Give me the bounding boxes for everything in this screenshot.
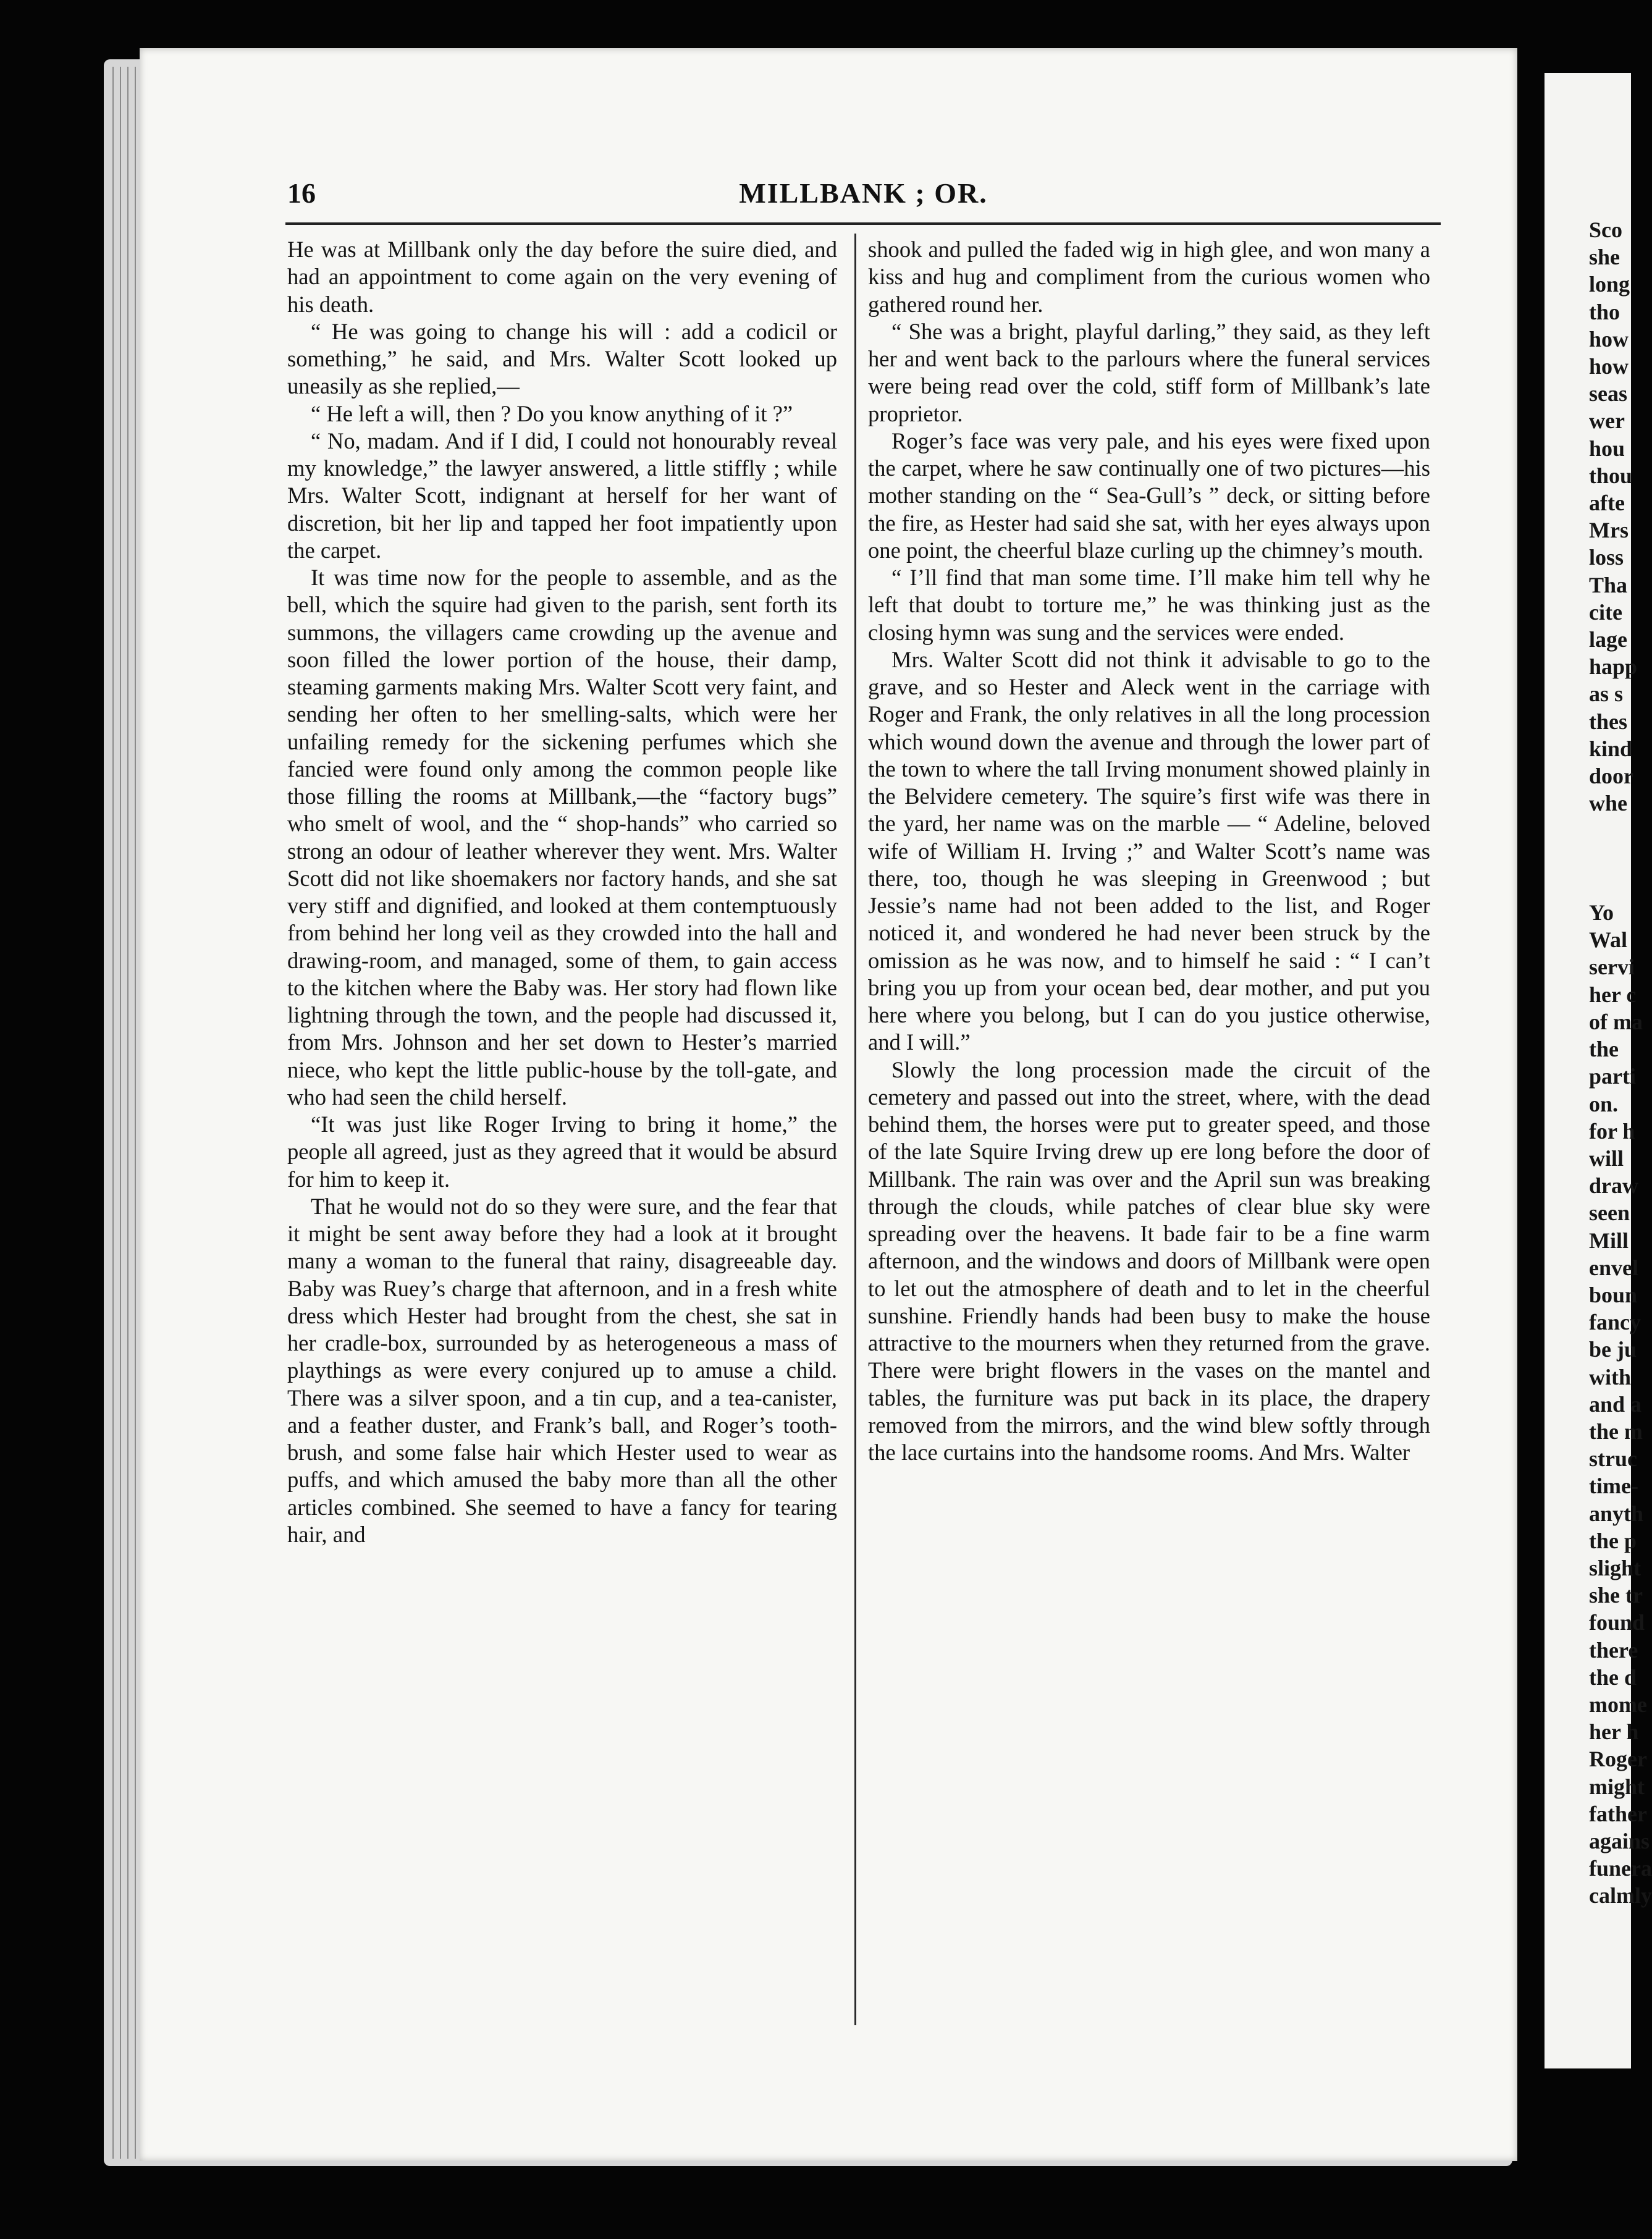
facing-page-fragment: how xyxy=(1589,354,1629,379)
paragraph: shook and pulled the faded wig in high glee, and won many a kiss and hug and compliment from the curious women who gathered round her. xyxy=(868,237,1430,317)
facing-page-fragment: hou xyxy=(1589,436,1625,461)
facing-page-fragment: boun xyxy=(1589,1282,1638,1307)
page-header xyxy=(287,172,1439,215)
paragraph: “It was just like Roger Irving to bring it home,” the people all agreed, just as they agreed that it would be absurd for him to keep it. xyxy=(287,1111,837,1192)
facing-page-fragment: envel xyxy=(1589,1255,1638,1280)
facing-page-fragment: anyth xyxy=(1589,1501,1644,1526)
paragraph: “ She was a bright, playful darling,” they said, as they left her and went back to the parlours where the funeral services were being read over the cold, stiff form of Millbank’s late proprietor. xyxy=(868,318,1430,426)
right-column xyxy=(868,236,1430,1466)
facing-page-fragment: Roger xyxy=(1589,1747,1647,1772)
facing-page-fragment: be ju xyxy=(1589,1337,1637,1362)
column-divider xyxy=(854,234,856,2025)
facing-page-fragment: funera xyxy=(1589,1856,1652,1881)
facing-page-fragment: Tha xyxy=(1589,572,1628,597)
facing-page-fragment: draw xyxy=(1589,1173,1638,1199)
facing-page-fragment: she tr xyxy=(1589,1583,1643,1608)
facing-page-fragment: father xyxy=(1589,1801,1647,1826)
facing-page-fragment: struc xyxy=(1589,1446,1637,1472)
facing-page-fragment: whe xyxy=(1589,791,1627,816)
facing-page-fragment: as s xyxy=(1589,681,1624,707)
facing-page-fragment: the m xyxy=(1589,1419,1643,1444)
facing-page-fragment: agains xyxy=(1589,1828,1650,1853)
paragraph: “ He was going to change his will : add a codicil or something,” he said, and Mrs. Walter Scott looked up uneasily as she replied,— xyxy=(287,318,837,399)
facing-page-fragment xyxy=(1545,845,1631,872)
facing-page-fragment: Yo xyxy=(1589,900,1614,926)
facing-page-fragment xyxy=(1545,872,1631,899)
facing-page-fragment: seen xyxy=(1589,1200,1630,1226)
paragraph: It was time now for the people to assemble, and as the bell, which the squire had given to the parish, sent forth its summons, the villagers came crowding up the avenue and soon filled the lower portion of the house, their damp, steaming garments making Mrs. Walter Scott very faint, and sending her often to her smelling-salts, which were her unfailing remedy for the sickening perfumes which she fancied were found only among the common people like those filling the rooms at Millbank,—the “factory bugs” who smelt of wool, and the “ shop-hands” who carried so strong an odour of leather wherever they went. Mrs. Walter Scott did not like shoemakers nor factory hands, and she sat very stiff and dignified, and looked at them contemptuously from behind her long veil as they crowded into the hall and drawing-room, and managed, some of them, to gain access to the kitchen where the Baby was. Her story had flown like lightning through the town, and the people had discussed it, from Mrs. Johnson and her set down to Hester’s married niece, who kept the little public-house by the toll-gate, and who had seen the child herself. xyxy=(287,565,837,1110)
paragraph: That he would not do so they were sure, and the fear that it might be sent away before they had a look at it brought many a woman to the funeral that rainy, disagreeable day. Baby was Ruey’s charge that afternoon, and in a fresh white dress which Hester had brought from the chest, she sat in her cradle-box, surrounded by as heterogeneous a mass of playthings as were every conjured up to amuse a child. There was a silver spoon, and a tin cup, and a tea-canister, and a feather duster, and Frank’s ball, and Roger’s tooth-brush, and some false hair which Hester used to wear as puffs, and which amused the baby more than all the other articles combined. She seemed to have a fancy for tearing hair, and xyxy=(287,1193,837,1547)
facing-page-fragment: the xyxy=(1589,1037,1619,1062)
facing-page-fragment: long xyxy=(1589,272,1630,297)
running-head: MILLBANK ; OR. xyxy=(739,177,988,209)
facing-page-fragment: how xyxy=(1589,326,1629,352)
facing-page-fragment: afte xyxy=(1589,491,1625,516)
facing-page-fragment: Mrs xyxy=(1589,518,1629,543)
facing-page-fragment: Wal xyxy=(1589,927,1628,953)
page-number: 16 xyxy=(287,177,316,209)
facing-page-fragment: Mill xyxy=(1589,1228,1629,1253)
paragraph: “ No, madam. And if I did, I could not honourably reveal my knowledge,” the lawyer answered, a little stiffly ; while Mrs. Walter Scott, indignant at herself for her want of discretion, bit her lip and tapped her foot impatiently upon the carpet. xyxy=(287,428,837,563)
paragraph: “ He left a will, then ? Do you know anything of it ?” xyxy=(311,400,793,426)
facing-page-fragment: of ma xyxy=(1589,1009,1643,1034)
facing-page-fragment: loss xyxy=(1589,545,1624,570)
facing-page-fragment: on. xyxy=(1589,1091,1619,1116)
facing-page-edge xyxy=(1545,73,1652,2068)
facing-page-fragment: slight xyxy=(1589,1555,1641,1580)
facing-page-fragment: mome xyxy=(1589,1692,1647,1717)
facing-page-fragment: servi xyxy=(1589,955,1635,980)
facing-page-fragment: wer xyxy=(1589,408,1625,434)
facing-page-fragment: and a xyxy=(1589,1391,1642,1417)
paragraph: Mrs. Walter Scott did not think it advisable to go to the grave, and so Hester and Aleck went in the carriage with Roger and Frank, the only relatives in all the long procession which wound down the avenue and through the lower part of the town to where the tall Irving monument showed plainly in the Belvidere cemetery. The squire’s first wife was there in the yard, her name was on the marble — “ Adeline, beloved wife of William H. Irving ;” and Walter Scott’s name was there, too, though he was sleeping in Greenwood ; but Jessie’s name had not been added to the list, and Roger noticed it, and wondered he had never been struck by the omission as he was now, and to himself he said : “ I can’t bring you up from your ocean bed, dear mother, and put you here where you belong, but I can do you justice otherwise, and I will.” xyxy=(868,646,1430,1055)
facing-page-fragment: fancy xyxy=(1589,1310,1641,1335)
paragraph: Roger’s face was very pale, and his eyes were fixed upon the carpet, where he saw continually one of two pictures—his mother standing on the “ Sea-Gull’s ” deck, or sitting before the fire, as Hester had said she sat, with her eyes always upon one point, the cheerful blaze curling up the chimney’s mouth. xyxy=(868,428,1430,563)
facing-page-fragment: there xyxy=(1589,1637,1638,1663)
facing-page-fragment: cite xyxy=(1589,599,1622,625)
paragraph: Slowly the long procession made the circuit of the cemetery and passed out into the street, where, with the dead behind them, the horses were put to greater speed, and those of the late Squire Irving drew up ere long before the door of Millbank. The rain was over and the April sun was breaking through the clouds, while patches of clear blue sky were spreading over the heavens. It bade fair to be a fine warm afternoon, and the windows and doors of Millbank were open to let out the atmosphere of death and to let in the cheerful sunshine. Friendly hands had been busy to make the house attractive to the mourners when they returned from the grave. There were bright flowers in the vases on the mantel and tables, the furniture was put back in its place, the drapery removed from the mirrors, and the wind blew softly through the lace curtains into the handsome rooms. And Mrs. Walter xyxy=(868,1056,1430,1465)
paragraph: “ I’ll find that man some time. I’ll make him tell why he left that doubt to torture me,” he was thinking just as the closing hymn was sung and the services were ended. xyxy=(868,565,1430,645)
facing-page-fragment: kind xyxy=(1589,736,1633,761)
left-column xyxy=(287,236,837,1548)
facing-page-fragment: her h xyxy=(1589,1719,1639,1745)
facing-page-fragment: happ xyxy=(1589,654,1638,680)
facing-page-fragment: calmly xyxy=(1589,1883,1652,1908)
facing-page-fragment: thou xyxy=(1589,463,1633,488)
facing-page-fragment: found xyxy=(1589,1610,1645,1635)
facing-page-fragment: will xyxy=(1589,1145,1624,1171)
facing-page-fragment: tho xyxy=(1589,299,1620,324)
facing-page-fragment: Sco xyxy=(1589,217,1622,242)
facing-page-fragment: the p xyxy=(1589,1528,1637,1553)
facing-page-fragment: the d xyxy=(1589,1664,1637,1690)
facing-page-fragment: parti xyxy=(1589,1064,1636,1089)
paragraph: He was at Millbank only the day before the suire died, and had an appointment to come again on the very evening of his death. xyxy=(287,237,837,317)
facing-page-fragment: with xyxy=(1589,1364,1632,1389)
facing-page-fragment: her c xyxy=(1589,982,1637,1007)
facing-page-text xyxy=(1545,73,1652,1910)
facing-page-fragment xyxy=(1545,817,1631,844)
facing-page-fragment: might xyxy=(1589,1774,1645,1799)
facing-page-fragment: door xyxy=(1589,764,1633,789)
header-rule xyxy=(285,222,1441,225)
facing-page-fragment: for h xyxy=(1589,1118,1635,1144)
facing-page-fragment: seas xyxy=(1589,381,1627,407)
facing-page-fragment: thes xyxy=(1589,709,1627,734)
facing-page-fragment: she xyxy=(1589,245,1620,270)
facing-page-fragment: lage xyxy=(1589,627,1627,652)
facing-page-fragment: time- xyxy=(1589,1474,1638,1499)
